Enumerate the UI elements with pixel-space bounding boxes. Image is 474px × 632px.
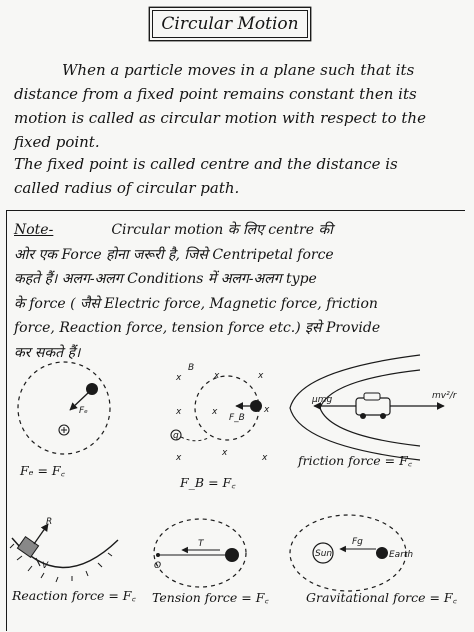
electric-force-diagram [18,362,110,454]
caption-electric: Fₑ = F꜀ [20,463,65,478]
svg-text:x: x [214,371,220,381]
q-label: q [173,431,179,441]
centre-radius-line: called radius of circular path. [14,179,240,197]
caption-reaction: Reaction force = F꜀ [12,588,136,603]
note-line: कर सकते हैं। [14,344,81,361]
caption-gravitational: Gravitational force = F꜀ [306,590,457,605]
caption-magnetic: F_B = F꜀ [180,475,236,490]
mv2r-label: mv²/r [432,391,457,401]
definition-line: fixed point. [14,133,100,151]
caption-friction: friction force = F꜀ [298,453,413,468]
fb-label: F_B [229,413,245,423]
note-line: force, Reaction force, tension force etc.) इसे Provide [14,320,381,336]
definition-line: distance from a fixed point remains constant then its [14,85,417,103]
earth-label: Earth [389,550,414,560]
b-field-label: B [188,363,195,373]
note-line: के force ( जैसे Electric force, Magnetic force, friction [14,295,378,312]
centre-radius-line: The fixed point is called centre and the distance is [14,155,398,173]
page-title: Circular Motion [152,10,308,38]
magnetic-force-diagram [171,363,270,463]
tension-force-diagram [154,519,246,587]
definition-line: When a particle moves in a plane such that its [62,61,415,79]
t-label: T [198,539,204,549]
fe-label: Fₑ [79,406,88,416]
definition-line: motion is called as circular motion with respect to the [14,109,426,127]
svg-text:x: x [258,371,264,381]
svg-text:x: x [212,407,218,417]
svg-text:x: x [176,373,182,383]
o-label: O [154,561,162,571]
mu-mg-label: μmg [312,395,333,405]
gravitational-force-diagram [290,515,413,591]
sun-label: Sun [315,549,333,559]
note-label: Note- [14,222,54,238]
svg-text:x: x [262,453,268,463]
svg-text:x: x [264,405,270,415]
svg-text:x: x [176,453,182,463]
fg-label: Fg [352,537,363,547]
note-line: ओर एक Force होना जरूरी है, जिसे Centripetal force [14,246,334,263]
v-label: V [42,561,49,571]
caption-tension: Tension force = F꜀ [152,590,269,605]
note-line: कहते हैं। अलग-अलग Conditions में अलग-अलग type [14,271,317,287]
reaction-force-diagram [10,517,118,582]
note-line: Circular motion के लिए centre की [111,222,333,238]
svg-text:x: x [176,407,182,417]
svg-text:x: x [222,448,228,458]
friction-force-diagram [290,355,458,460]
r-label: R [46,517,53,527]
